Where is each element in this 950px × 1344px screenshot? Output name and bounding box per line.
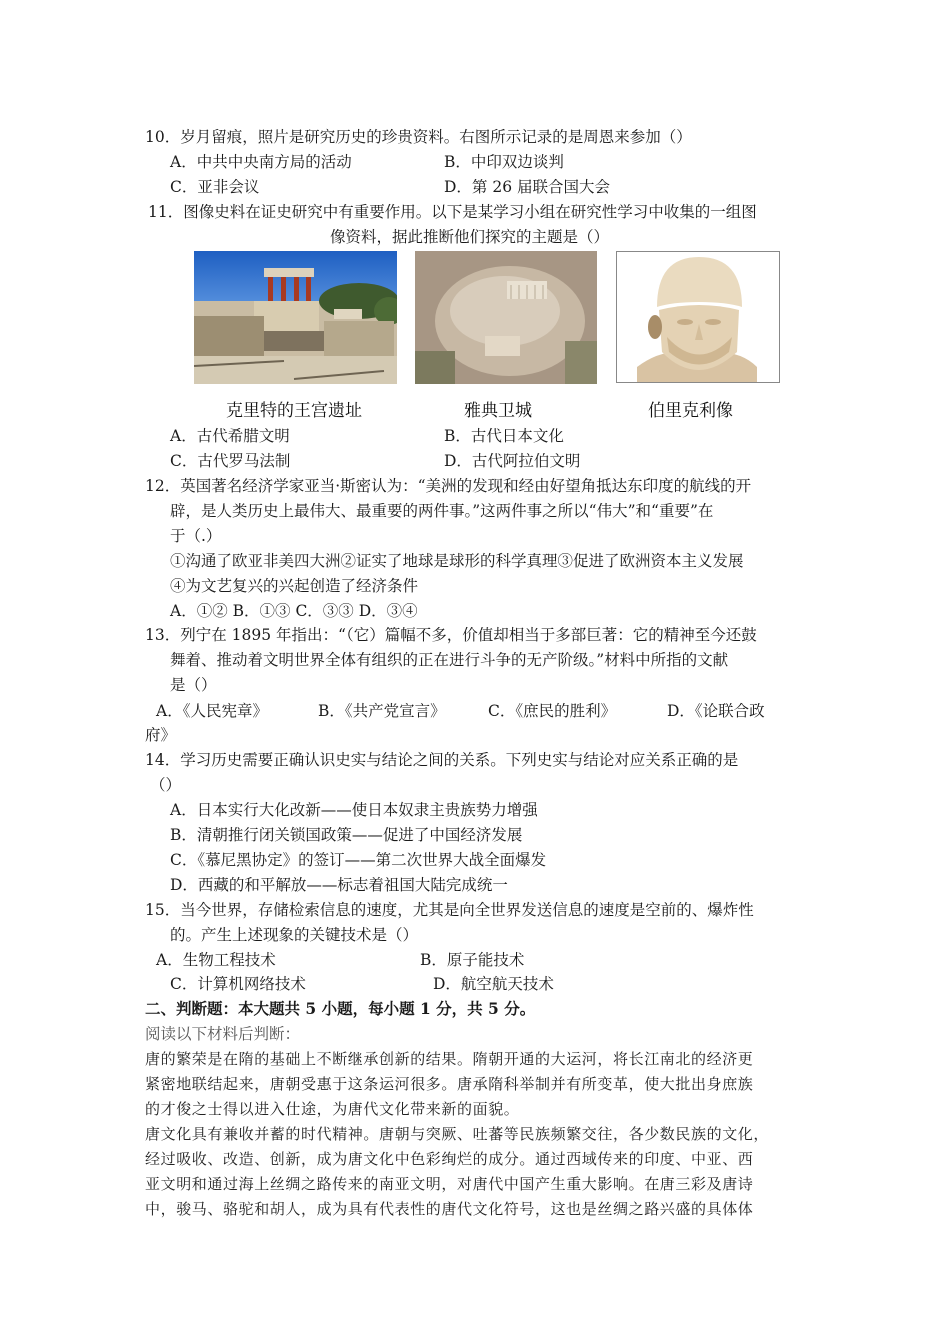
passage-line-4: 唐文化具有兼收并蓄的时代精神。唐朝与突厥、吐蕃等民族频繁交往，各少数民族的文化， [145,1125,770,1143]
q10-stem: 10．岁月留痕，照片是研究历史的珍贵资料。右图所示记录的是周恩来参加（） [145,128,692,146]
q14-option-c: C．《慕尼黑协定》的签订——第二次世界大战全面爆发 [170,851,547,869]
q11-option-c: C．古代罗马法制 [170,452,291,470]
q14-stem-line1: 14．学习历史需要正确认识史实与结论之间的关系。下列史实与结论对应关系正确的是 [145,751,739,769]
q14-stem-line2: （） [150,776,182,794]
q13-option-a: A．《人民宪章》 [156,702,268,720]
q15-option-a: A．生物工程技术 [156,951,276,969]
q12-stem-line3: 于（.） [170,527,222,545]
q13-option-d-wrap: 府》 [145,726,177,744]
q11-option-d: D．古代阿拉伯文明 [444,452,581,470]
q13-option-d: D．《论联合政 [667,702,765,720]
pericles-bust-image [616,251,780,383]
caption-knossos: 克里特的王宫遗址 [226,401,362,421]
q14-option-a: A．日本实行大化改新——使日本奴隶主贵族势力增强 [170,801,538,819]
passage-line-2: 紧密地联结起来，唐朝受惠于这条运河很多。唐承隋科举制并有所变革，使大批出身庶族 [145,1075,754,1093]
passage-line-3: 的才俊之士得以进入仕途，为唐代文化带来新的面貌。 [145,1100,520,1118]
passage-line-1: 唐的繁荣是在隋的基础上不断继承创新的结果。隋朝开通的大运河，将长江南北的经济更 [145,1050,754,1068]
caption-acropolis: 雅典卫城 [464,401,532,421]
q15-option-c: C．计算机网络技术 [170,975,306,993]
caption-pericles: 伯里克利像 [648,401,733,421]
q13-stem-line2: 舞着、推动着文明世界全体有组织的正在进行斗争的无产阶级。”材料中所指的文献 [170,651,729,669]
q12-items-line2: ④为文艺复兴的兴起创造了经济条件 [170,577,419,595]
q13-stem-line1: 13．列宁在 1895 年指出：“（它）篇幅不多，价值却相当于多部巨著：它的精神至今还鼓 [145,626,757,644]
q11-option-a: A．古代希腊文明 [170,427,290,445]
passage-line-6: 亚文明和通过海上丝绸之路传来的南亚文明，对唐代中国产生重大影响。在唐三彩及唐诗 [145,1175,754,1193]
q14-option-d: D．西藏的和平解放——标志着祖国大陆完成统一 [170,876,508,894]
passage-line-5: 经过吸收、改造、创新，成为唐文化中色彩绚烂的成分。通过西域传来的印度、中亚、西 [145,1150,754,1168]
acropolis-image [415,251,597,384]
passage-line-7: 中，骏马、骆驼和胡人，成为具有代表性的唐代文化符号，这也是丝绸之路兴盛的具体体 [145,1200,754,1218]
q10-option-d: D．第 26 届联合国大会 [444,178,611,196]
q11-stem-line1: 11．图像史料在证史研究中有重要作用。以下是某学习小组在研究性学习中收集的一组图 [148,203,757,221]
q11-option-b: B．古代日本文化 [444,427,564,445]
q12-stem-line1: 12．英国著名经济学家亚当·斯密认为：“美洲的发现和经由好望角抵达东印度的航线的开 [145,477,752,495]
q10-option-a: A．中共中央南方局的活动 [170,153,352,171]
q15-option-d: D．航空航天技术 [433,975,554,993]
knossos-palace-image [194,251,397,384]
q15-stem-line2: 的。产生上述现象的关键技术是（） [170,926,419,944]
q13-option-b: B．《共产党宣言》 [318,702,446,720]
q15-option-b: B．原子能技术 [420,951,525,969]
q10-option-b: B．中印双边谈判 [444,153,564,171]
q10-option-c: C．亚非会议 [170,178,260,196]
q12-stem-line2: 辟，是人类历史上最伟大、最重要的两件事。”这两件事之所以“伟大”和“重要”在 [170,502,714,520]
q13-option-c: C．《庶民的胜利》 [488,702,617,720]
q14-option-b: B．清朝推行闭关锁国政策——促进了中国经济发展 [170,826,523,844]
q12-items-line1: ①沟通了欧亚非美四大洲②证实了地球是球形的科学真理③促进了欧洲资本主义发展 [170,552,744,570]
q12-options: A．①② B．①③ C．③③ D．③④ [170,602,418,620]
section2-heading: 二、判断题：本大题共 5 小题，每小题 1 分，共 5 分。 [145,999,536,1018]
q11-stem-line2: 像资料，据此推断他们探究的主题是（） [330,228,610,246]
q13-stem-line3: 是（） [170,676,217,694]
section2-intro: 阅读以下材料后判断： [145,1025,301,1043]
q15-stem-line1: 15．当今世界，存储检索信息的速度，尤其是向全世界发送信息的速度是空前的、爆炸性 [145,901,754,919]
